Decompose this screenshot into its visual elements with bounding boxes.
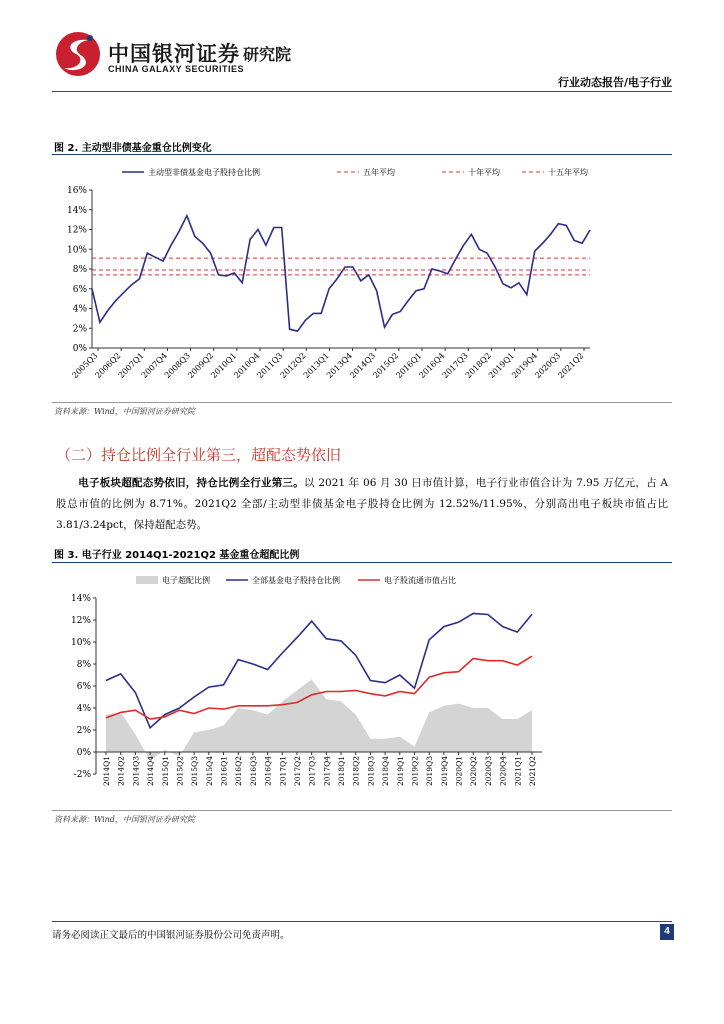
x-tick-label: 2019Q4: [510, 351, 540, 381]
x-tick-label: 2018Q4: [381, 756, 391, 787]
x-tick-label: 2016Q1: [219, 756, 229, 787]
figure-2-chart: [52, 158, 672, 398]
y-tick-label: 0%: [76, 748, 91, 758]
series-line: [92, 216, 590, 332]
x-tick-label: 2009Q2: [186, 351, 216, 381]
legend-label: 十年平均: [468, 168, 500, 177]
x-tick-label: 2016Q4: [417, 351, 447, 381]
legend-label: 电子超配比例: [162, 576, 210, 585]
x-tick-label: 2016Q4: [263, 756, 273, 787]
x-tick-label: 2010Q4: [232, 351, 262, 381]
x-tick-label: 2013Q1: [301, 351, 331, 381]
x-tick-label: 2008Q3: [162, 351, 192, 381]
x-tick-label: 2016Q2: [234, 756, 244, 787]
logo-mark: [54, 30, 102, 78]
x-tick-label: 2015Q3: [190, 756, 200, 787]
x-tick-label: 2018Q2: [351, 756, 361, 787]
x-tick-label: 2015Q1: [160, 756, 170, 787]
figure-2-source-rule: [52, 402, 672, 403]
figure-3-chart: [52, 566, 672, 806]
figure-2-rule: [52, 154, 672, 155]
x-tick-label: 2015Q2: [371, 351, 401, 381]
section-title: （二）持仓比例全行业第三，超配态势依旧: [56, 446, 342, 464]
y-tick-label: 6%: [76, 682, 91, 692]
figure-3-rule: [52, 562, 672, 563]
figure-3-source: 资料来源：Wind，中国银河证券研究院: [54, 815, 195, 824]
x-tick-label: 2017Q2: [292, 756, 302, 787]
x-tick-label: 2015Q4: [204, 756, 214, 787]
y-tick-label: 6%: [72, 284, 87, 295]
y-tick-label: 0%: [72, 344, 87, 354]
y-tick-label: 10%: [66, 245, 87, 256]
x-tick-label: 2018Q3: [366, 756, 376, 787]
x-tick-label: 2007Q4: [139, 351, 169, 381]
body-paragraph: [56, 473, 668, 536]
x-tick-label: 2021Q1: [513, 756, 523, 787]
footer-disclaimer: 请务必阅读正文最后的中国银河证券股份公司免责声明。: [52, 930, 290, 941]
figure-3-source-rule: [52, 810, 672, 811]
x-tick-label: 2021Q2: [556, 351, 586, 381]
legend-label: 全部基金电子股持仓比例: [252, 576, 340, 585]
x-tick-label: 2018Q2: [463, 351, 493, 381]
x-tick-label: 2020Q2: [469, 756, 479, 787]
x-tick-label: 2017Q3: [440, 351, 470, 381]
x-tick-label: 2016Q3: [248, 756, 258, 787]
y-tick-label: 4%: [76, 704, 91, 714]
header-rule: [52, 91, 672, 92]
x-tick-label: 2017Q1: [278, 756, 288, 787]
logo-name-en: CHINA GALAXY SECURITIES: [108, 64, 245, 74]
y-tick-label: 2%: [76, 726, 91, 736]
x-tick-label: 2014Q1: [102, 756, 111, 787]
y-tick-label: 12%: [66, 225, 87, 236]
y-tick-label: 4%: [72, 304, 87, 315]
x-tick-label: 2014Q2: [116, 756, 126, 787]
x-tick-label: 2019Q1: [486, 351, 516, 381]
figure-2-title: 图 2. 主动型非债基金重仓比例变化: [54, 143, 212, 154]
report-type: 行业动态报告/电子行业: [557, 76, 672, 89]
legend-label: 电子股流通市值占比: [384, 576, 456, 585]
series-area: [106, 679, 532, 760]
x-tick-label: 2017Q4: [322, 756, 332, 787]
x-tick-label: 2011Q3: [255, 351, 285, 381]
x-tick-label: 2007Q1: [116, 351, 146, 381]
x-tick-label: 2012Q2: [278, 351, 308, 381]
legend-label: 十五年平均: [548, 168, 588, 177]
paragraph-body: 以 2021 年 06 月 30 日市值计算，电子行业市值合计为 7.95 万亿元，占 A 股总市值的比例为 8.71%。2021Q2 全部/主动型非债基金电子股持仓比例为 12.52%/11.95%，分别高出电子板块市值占比 3.81/3.24pct，保持超配态势。: [56, 477, 669, 531]
x-tick-label: 2019Q2: [410, 756, 420, 787]
footer-rule: [52, 921, 672, 922]
y-tick-label: 12%: [70, 616, 91, 626]
y-tick-label: 16%: [66, 186, 87, 196]
y-tick-label: 14%: [66, 205, 87, 216]
legend-swatch: [136, 576, 158, 584]
y-tick-label: 10%: [70, 638, 91, 648]
y-tick-label: -2%: [73, 770, 91, 780]
x-tick-label: 2014Q4: [146, 756, 156, 787]
y-tick-label: 8%: [72, 265, 87, 275]
x-tick-label: 2014Q3: [348, 351, 378, 381]
logo-institute: 研究院: [243, 45, 292, 64]
y-tick-label: 8%: [76, 660, 91, 670]
x-tick-label: 2010Q1: [209, 351, 239, 381]
x-tick-label: 2020Q3: [483, 756, 493, 787]
x-tick-label: 2014Q3: [131, 756, 141, 787]
page-number: 4: [660, 924, 674, 940]
x-tick-label: 2020Q4: [498, 756, 508, 787]
x-tick-label: 2016Q1: [394, 351, 424, 381]
x-tick-label: 2021Q2: [528, 756, 537, 787]
logo-name-cn: 中国银河证券: [108, 42, 240, 66]
x-tick-label: 2019Q4: [439, 756, 449, 787]
x-tick-label: 2020Q3: [533, 351, 563, 381]
x-tick-label: 2017Q3: [307, 756, 317, 787]
x-tick-label: 2013Q4: [324, 351, 354, 381]
y-tick-label: 2%: [72, 324, 87, 335]
paragraph-lead: 电子板块超配态势依旧，持仓比例全行业第三。: [78, 477, 305, 489]
x-tick-label: 2015Q2: [175, 756, 185, 787]
x-tick-label: 2019Q1: [395, 756, 405, 787]
legend-label: 五年平均: [363, 168, 395, 177]
x-tick-label: 2020Q1: [454, 756, 464, 787]
x-tick-label: 2006Q2: [93, 351, 123, 381]
x-tick-label: 2019Q3: [425, 756, 435, 787]
x-tick-label: 2005Q3: [70, 351, 100, 381]
y-tick-label: 14%: [70, 594, 91, 604]
figure-3-title: 图 3. 电子行业 2014Q1-2021Q2 基金重仓超配比例: [54, 550, 300, 561]
x-tick-label: 2018Q1: [337, 756, 347, 787]
figure-2-source: 资料来源：Wind，中国银河证券研究院: [54, 407, 195, 416]
legend-label: 主动型非债基金电子股持仓比例: [148, 168, 260, 177]
